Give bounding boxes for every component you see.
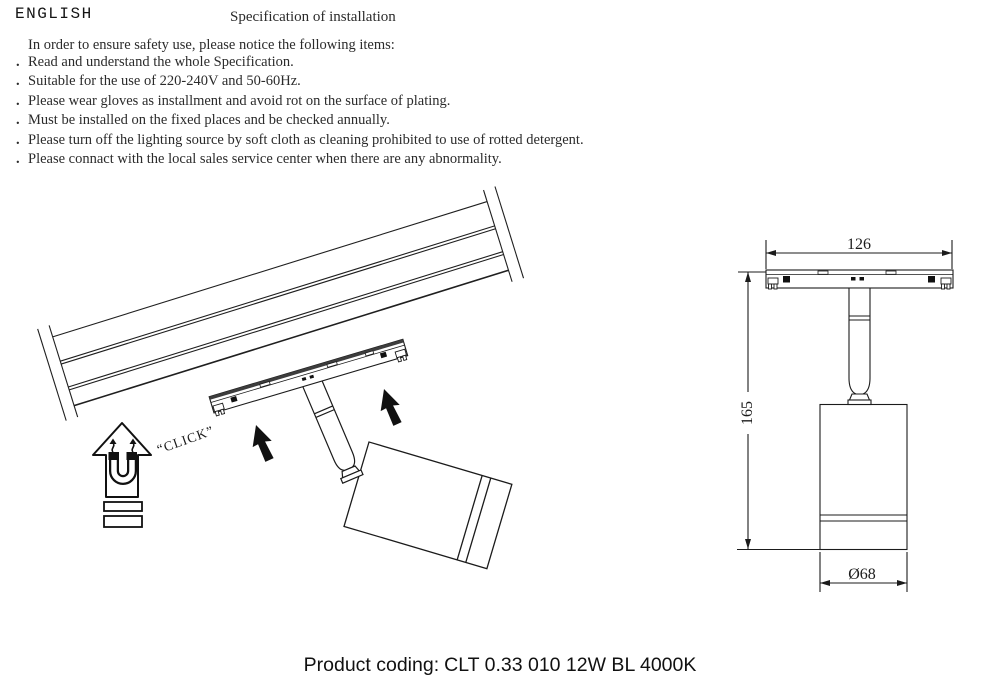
safety-item-text: Please turn off the lighting source by soft cloth as cleaning prohibited to use of rotted detergent. (28, 131, 584, 148)
safety-item-text: Please wear gloves as installment and avoid rot on the surface of plating. (28, 92, 451, 109)
magnet-pole (109, 452, 120, 460)
magnet-bar (104, 516, 142, 527)
installation-diagram (38, 187, 524, 569)
page-title: Specification of installation (230, 9, 396, 25)
bullet: . (16, 92, 20, 109)
safety-item (13, 150, 584, 169)
width-value: 126 (847, 236, 871, 253)
stem-front (848, 288, 871, 405)
contact-dot (860, 277, 865, 281)
magnet-icon (93, 423, 151, 527)
safety-item-text: Read and understand the whole Specification. (28, 54, 294, 70)
safety-item (13, 53, 584, 72)
product-coding-value: CLT 0.33 010 12W BL 4000K (444, 654, 697, 676)
dim-arrowhead (745, 539, 751, 549)
dimension-width (766, 236, 952, 269)
bullet: . (16, 54, 20, 70)
safety-item (13, 92, 584, 111)
safety-item (13, 72, 584, 91)
adapter-tab (886, 271, 896, 274)
block-arrow-outline (93, 423, 151, 497)
magnet-contact (783, 276, 790, 283)
push-arrow (374, 386, 405, 428)
dim-arrowhead (942, 250, 952, 256)
safety-item-text: Please connact with the local sales service center when there are any abnormality. (28, 150, 502, 167)
adapter-stem (301, 376, 363, 483)
safety-item-text: Must be installed on the fixed places and be checked annually. (28, 112, 390, 129)
height-value: 165 (739, 401, 756, 425)
rail-end-cap-left (38, 325, 78, 420)
safety-item (13, 111, 584, 130)
dimension-drawing (737, 236, 953, 592)
intro-line: In order to ensure safety use, please notice the following items: (28, 37, 395, 53)
adapter-tab (818, 271, 828, 274)
product-coding (0, 654, 1000, 677)
click-label: “CLICK” (154, 422, 217, 457)
bullet: . (16, 150, 20, 167)
rail-end-cap-right (484, 187, 524, 282)
magnet-contact (928, 276, 935, 283)
lamp-body-front (737, 405, 907, 550)
dim-arrowhead (820, 580, 830, 586)
dimension-height (738, 272, 766, 549)
dim-arrowhead (745, 272, 751, 282)
contact-dot (851, 277, 856, 281)
safety-list (13, 53, 584, 169)
safety-item (13, 131, 584, 150)
track-adapter (209, 339, 409, 416)
language-label: ENGLISH (15, 5, 93, 23)
magnet-pole (127, 452, 138, 460)
adapter-front (766, 270, 953, 289)
magnet-bar (104, 502, 142, 511)
bullet: . (16, 131, 20, 148)
dim-arrowhead (897, 580, 907, 586)
lamp-body (344, 442, 512, 569)
product-coding-label: Product coding: (303, 654, 440, 676)
safety-item-text: Suitable for the use of 220-240V and 50-60Hz. (28, 73, 301, 90)
bullet: . (16, 73, 20, 90)
technical-drawings (0, 175, 1000, 615)
dimension-diameter (820, 552, 907, 592)
bullet: . (16, 112, 20, 129)
push-arrow (246, 422, 277, 464)
diameter-value: Ø68 (848, 566, 876, 583)
dim-arrowhead (766, 250, 776, 256)
